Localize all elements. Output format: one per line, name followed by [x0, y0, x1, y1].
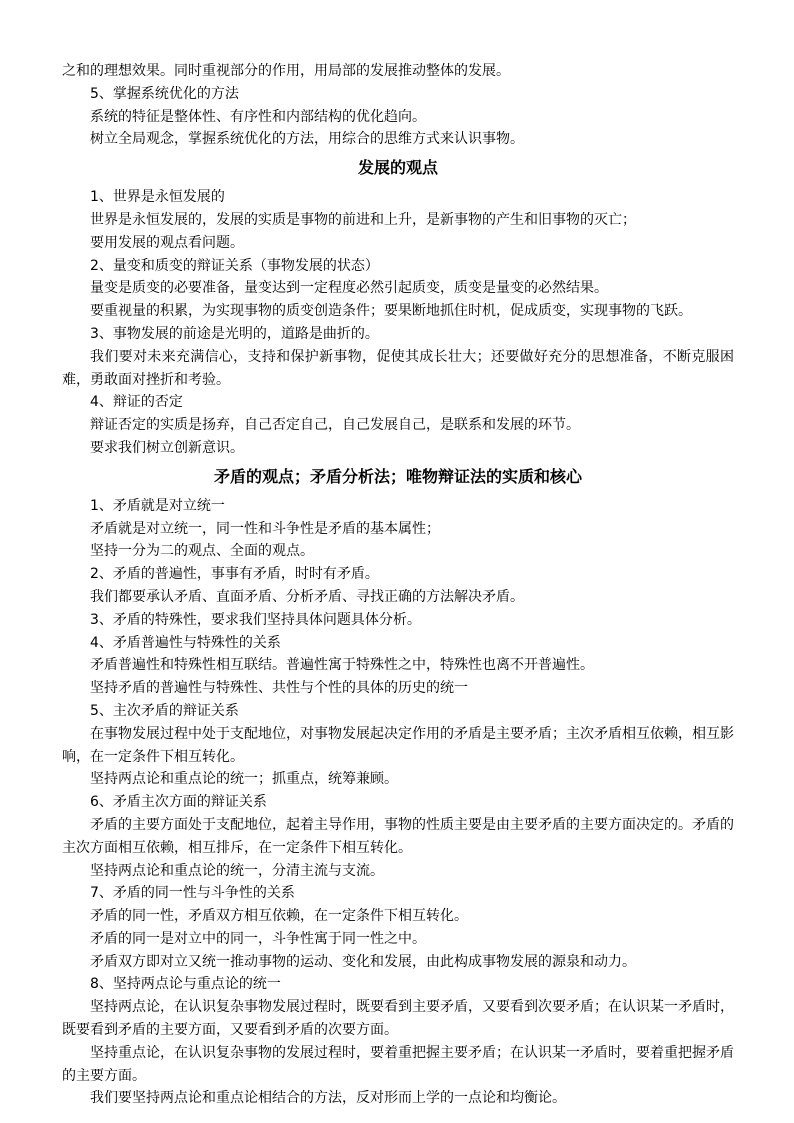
list-item: 3、矛盾的特殊性，要求我们坚持具体问题具体分析。 [90, 611, 421, 628]
text-line: 系统的特征是整体性、有序性和内部结构的优化趋向。 [90, 108, 426, 125]
paragraph: 坚持两点论，在认识复杂事物发展过程时，既要看到主要矛盾，又要看到次要矛盾；在认识某一矛盾时，既要看到矛盾的主要方面，又要看到矛盾的次要方面。 [62, 999, 734, 1039]
list-item: 5、主次矛盾的辩证关系 [90, 702, 239, 719]
text-line: 我们都要承认矛盾、直面矛盾、分析矛盾、寻找正确的方法解决矛盾。 [90, 588, 524, 605]
text-line: 我们要坚持两点论和重点论相结合的方法，反对形而上学的一点论和均衡论。 [90, 1090, 566, 1107]
list-item: 7、矛盾的同一性与斗争性的关系 [90, 885, 295, 902]
document-page [62, 60, 734, 1110]
list-item: 8、坚持两点论与重点论的统一 [90, 976, 281, 993]
text-line: 坚持矛盾的普遍性与特殊性、共性与个性的具体的历史的统一 [90, 680, 468, 697]
section-heading: 发展的观点 [357, 158, 438, 178]
text-line: 矛盾双方即对立又统一推动事物的运动、变化和发展，由此构成事物发展的源泉和动力。 [90, 953, 636, 970]
text-line: 矛盾普遍性和特殊性相互联结。普遍性寓于特殊性之中，特殊性也离不开普遍性。 [90, 657, 594, 674]
text-line: 要求我们树立创新意识。 [90, 439, 244, 456]
list-item: 5、掌握系统优化的方法 [90, 85, 239, 102]
text-line: 量变是质变的必要准备，量变达到一定程度必然引起质变，质变是量变的必然结果。 [90, 280, 608, 297]
list-item: 3、事物发展的前途是光明的，道路是曲折的。 [90, 325, 379, 342]
text-line: 辩证否定的实质是扬弃，自己否定自己，自己发展自己，是联系和发展的环节。 [90, 417, 580, 434]
text-line: 之和的理想效果。同时重视部分的作用，用局部的发展推动整体的发展。 [62, 63, 510, 79]
list-item: 4、辩证的否定 [90, 394, 183, 411]
text-line: 坚持两点论和重点论的统一；抓重点，统筹兼顾。 [90, 771, 398, 788]
text-line: 矛盾的同一是对立中的同一，斗争性寓于同一性之中。 [90, 930, 426, 947]
paragraph: 矛盾的主要方面处于支配地位，起着主导作用，事物的性质主要是由主要矛盾的主要方面决定的。矛盾的主次方面相互依赖，相互排斥，在一定条件下相互转化。 [62, 816, 734, 856]
list-item: 2、量变和质变的辩证关系（事物发展的状态） [90, 257, 379, 274]
list-item: 6、矛盾主次方面的辩证关系 [90, 794, 267, 811]
text-line: 世界是永恒发展的，发展的实质是事物的前进和上升，是新事物的产生和旧事物的灭亡； [90, 211, 636, 228]
text-line: 要用发展的观点看问题。 [90, 234, 244, 251]
text-line: 矛盾就是对立统一，同一性和斗争性是矛盾的基本属性； [90, 520, 440, 537]
list-item: 1、世界是永恒发展的 [90, 189, 225, 206]
section-heading: 矛盾的观点；矛盾分析法；唯物辩证法的实质和核心 [213, 466, 582, 486]
paragraph: 我们要对未来充满信心，支持和保护新事物，促使其成长壮大；还要做好充分的思想准备，不断克服困难，勇敢面对挫折和考验。 [62, 348, 734, 388]
text-line: 矛盾的同一性，矛盾双方相互依赖，在一定条件下相互转化。 [90, 908, 468, 925]
text-line: 坚持两点论和重点论的统一，分清主流与支流。 [90, 862, 384, 879]
paragraph: 要重视量的积累，为实现事物的质变创造条件；要果断地抓住时机，促成质变，实现事物的飞跃。 [90, 303, 692, 320]
list-item: 1、矛盾就是对立统一 [90, 497, 225, 514]
text-line: 坚持一分为二的观点、全面的观点。 [90, 543, 314, 560]
list-item: 2、矛盾的普遍性，事事有矛盾，时时有矛盾。 [90, 566, 379, 583]
paragraph: 坚持重点论，在认识复杂事物的发展过程时，要着重把握主要矛盾；在认识某一矛盾时，要着重把握矛盾的主要方面。 [62, 1044, 734, 1084]
text-line: 树立全局观念，掌握系统优化的方法，用综合的思维方式来认识事物。 [90, 131, 524, 148]
paragraph: 在事物发展过程中处于支配地位，对事物发展起决定作用的矛盾是主要矛盾；主次矛盾相互依赖，相互影响，在一定条件下相互转化。 [62, 725, 734, 765]
list-item: 4、矛盾普遍性与特殊性的关系 [90, 634, 281, 651]
